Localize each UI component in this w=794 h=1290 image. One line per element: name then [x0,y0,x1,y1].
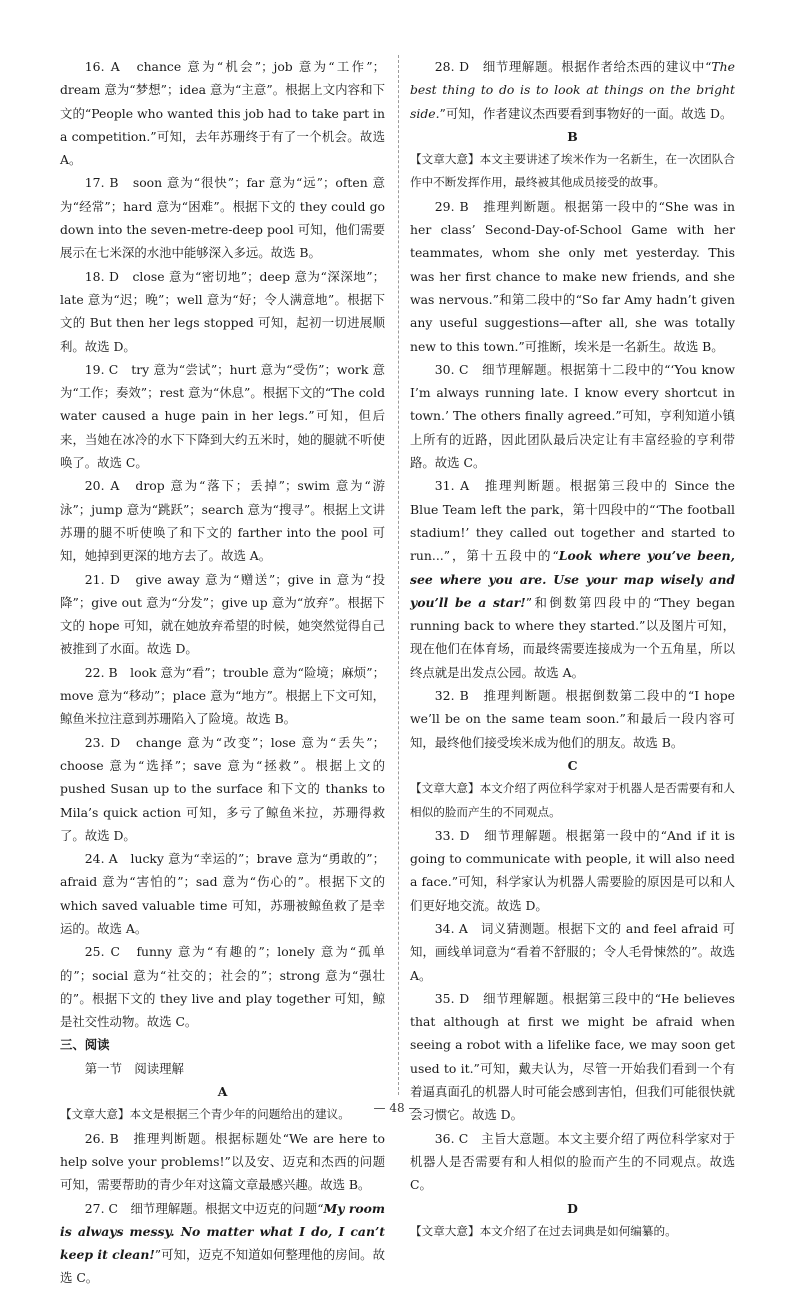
answer-26: 26. B 推理判断题。根据标题处“We are here to help solve your problems!”以及安、迈克和杰西的问题可知，需要帮助的青少年对这篇文章最感兴趣。故选 B。 [60,1130,385,1193]
answer-31-quote: Look where you’ve been, see where you are. Use your map wisely and you’ll be a star! [410,548,735,610]
answer-28 [410,55,735,125]
column-divider [398,55,399,1095]
answer-25: 25. C funny 意为“有趣的”；lonely 意为“孤单的”；social 意为“社交的；社会的”；strong 意为“强壮的”。根据下文的 they live and play together 可知，鲸是社交性动物。故选 C。 [60,944,385,1030]
answer-30: 30. C 细节理解题。根据第十二段中的“‘You know I’m always running late. I know every shortcut in town.’ The others finally agreed.”可知，亨利知道小镇上所有的近路，因此团队最后决定让有丰富经验的亨利带路。故选 C。 [410,361,735,471]
answer-34: 34. A 词义猜测题。根据下文的 and feel afraid 可知，画线单词意为“看着不舒服的；令人毛骨悚然的”。故选 A。 [410,920,735,983]
answer-28-tail: ”可知，作者建议杰西要看到事物好的一面。故选 D。 [439,105,733,121]
passage-label-a: A [217,1084,228,1100]
summary-b: 【文章大意】本文主要讲述了埃米作为一名新生，在一次团队合作中不断发挥作用，最终被其他成员接受的故事。 [410,152,735,190]
answer-29: 29. B 推理判断题。根据第一段中的“She was in her class’ Second-Day-of-School Game with her teammates, whom she only met yesterday. This was her first chance to make new friends, and she was nervous.”和第二段中的“So far Amy hadn’t given any useful suggestions—after all, she was totally new to this town.”可推断，埃米是一名新生。故选 B。 [410,198,735,354]
answer-19: 19. C try 意为“尝试”；hurt 意为“受伤”；work 意为“工作；奏效”；rest 意为“休息”。根据下文的“The cold water caused a huge pain in her legs.”可知，但后来，当她在冰冷的水下下降到大约五米时，她的腿就不听使唤了。故选 C。 [60,361,385,471]
answer-23: 23. D change 意为“改变”；lose 意为“丢失”；choose 意为“选择”；save 意为“拯救”。根据上文的 pushed Susan up to the surface 和下文的 thanks to Mila’s quick action 可知，多亏了鲸鱼米拉，苏珊得救了。故选 D。 [60,734,385,843]
answer-22: 22. B look 意为“看”；trouble 意为“险境；麻烦”；move 意为“移动”；place 意为“地方”。根据上下文可知，鲸鱼米拉注意到苏珊陷入了险境。故选 B。 [60,664,385,727]
answer-36: 36. C 主旨大意题。本文主要介绍了两位科学家对于机器人是否需要有和人相似的脸而产生的不同观点。故选 C。 [410,1130,735,1193]
answer-18: 18. D close 意为“密切地”；deep 意为“深深地”；late 意为“迟；晚”；well 意为“好；令人满意地”。根据下文的 But then her legs stopped 可知，起初一切进展顺利。故选 D。 [60,268,385,354]
answer-31-tail: ”和倒数第四段中的“They began running back to where they started.”以及图片可知，现在他们在体育场，而最终需要连接成为一个五角星，所以终点就是出发点公园。故选 A。 [410,594,735,680]
answer-24: 24. A lucky 意为“幸运的”；brave 意为“勇敢的”；afraid 意为“害怕的”；sad 意为“伤心的”。根据下文的 which saved valuable time 可知，苏珊被鲸鱼救了是幸运的。故选 A。 [60,851,385,936]
answer-35: 35. D 细节理解题。根据第三段中的“He believes that although at first we might be afraid when seeing a robot with a lifelike face, we may soon get used to it.”可知，戴夫认为，尽管一开始我们看到一个有着逼真面孔的机器人时可能会感到害怕，但我们可能很快就会习惯它。故选 D。 [410,990,735,1123]
right-column [410,55,735,1243]
answer-20: 20. A drop 意为“落下；丢掉”；swim 意为“游泳”；jump 意为“跳跃”；search 意为“搜寻”。根据上文讲苏珊的腿不听使唤了和下文的 farther into the pool 可知，她掉到更深的地方去了。故选 A。 [60,478,385,564]
summary-c: 【文章大意】本文介绍了两位科学家对于机器人是否需要有和人相似的脸而产生的不同观点。 [410,781,735,819]
answer-17: 17. B soon 意为“很快”；far 意为“远”；often 意为“经常”；hard 意为“困难”。根据下文的 they could go down into the seven-metre-deep pool 可知，他们需要展示在七米深的水池中能够深入多远。故选 B。 [60,175,385,261]
answer-27-text: 27. C 细节理解题。根据文中迈克的问题“ [84,1200,324,1216]
answer-33: 33. D 细节理解题。根据第一段中的“And if it is going to communicate with people, it will also need a face.”可知，科学家认为机器人需要脸的原因是可以和人们更好地交流。故选 D。 [410,827,735,913]
summary-d: 【文章大意】本文介绍了在过去词典是如何编纂的。 [410,1223,677,1238]
answer-32: 32. B 推理判断题。根据倒数第二段中的“I hope we’ll be on the same team soon.”和最后一段内容可知，最终他们接受埃米成为他们的朋友。故选 B。 [410,688,735,750]
passage-label-d: D [567,1200,578,1216]
summary-a: 【文章大意】本文是根据三个青少年的问题给出的建议。 [60,1107,350,1122]
passage-label-b: B [567,128,578,144]
answer-16: 16. A chance 意为“机会”；job 意为“工作”；dream 意为“梦想”；idea 意为“主意”。根据上文内容和下文的“People who wanted this job had to take part in a competition.”可知，去年苏珊终于有了一个机会。故选 A。 [60,59,385,168]
passage-label-c: C [567,757,578,773]
answer-21: 21. D give away 意为“赠送”；give in 意为“投降”；give out 意为“分发”；give up 意为“放弃”。根据下文的 hope 可知，就在她放弃希望的时候，她突然觉得自己被推到了水面。故选 D。 [60,571,385,657]
answer-27-quote: My room is always messy. No matter what I do, I can’t keep it clean! [60,1200,385,1263]
answer-31 [410,474,735,684]
answer-27 [60,1197,385,1290]
subsection-heading: 第一节 阅读理解 [84,1060,184,1076]
answer-28-text: 28. D 细节理解题。根据作者给杰西的建议中“ [434,59,712,74]
page-number: — 48 — [373,1101,421,1115]
answer-31-text: 31. A 推理判断题。根据第三段中的 Since the Blue Team left the park，第十四段中的“‘The football stadium!’ they called out together and started to run...”，第十五段中的“ [410,478,735,564]
answer-27-tail: ”可知，迈克不知道如何整理他的房间。故选 C。 [60,1247,385,1286]
answer-28-quote: The best thing to do is to look at things on the bright side. [410,59,735,121]
section-heading: 三、阅读 [60,1037,110,1053]
